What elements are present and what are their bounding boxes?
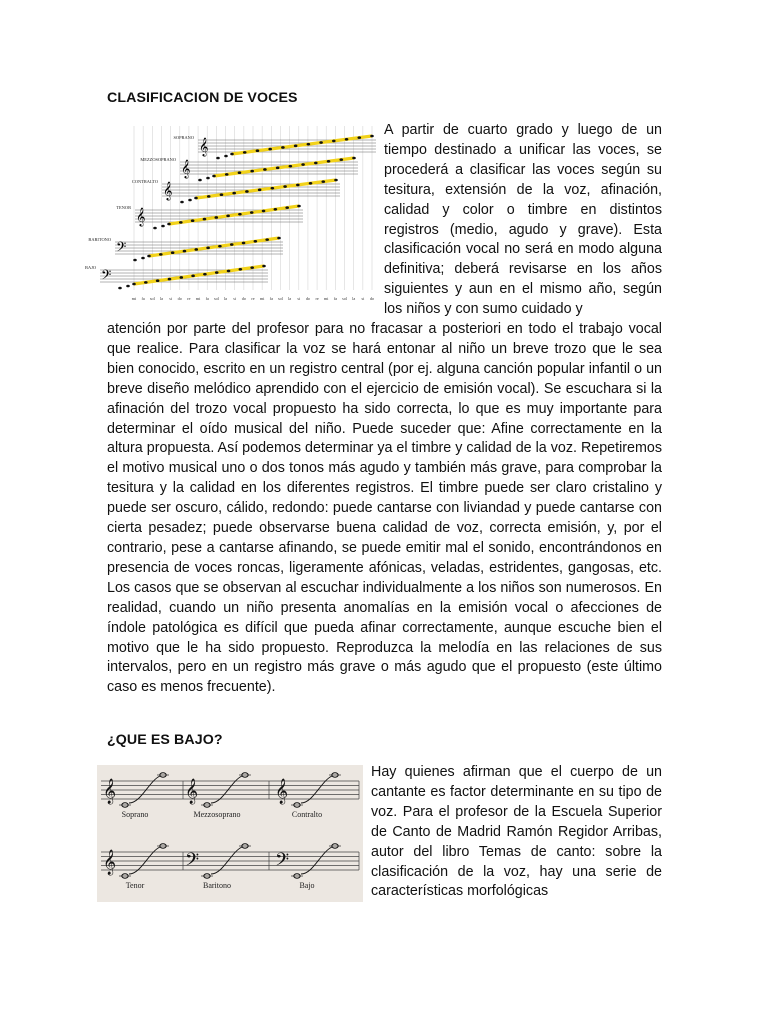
scale-tick-label: mi [131,296,137,301]
range-note [276,167,280,170]
scale-tick-label: fa [269,296,273,301]
clef-icon: 𝄢 [101,269,112,286]
range-note [256,149,260,152]
range-note [239,268,243,271]
range-note [226,215,230,218]
clef-icon: 𝄞 [185,778,199,803]
range-note [250,170,254,173]
range-note [147,255,151,258]
range-note [301,163,305,166]
range-note [332,140,336,143]
range-note [171,251,175,254]
voice-type-label: Baritono [203,881,231,890]
range-note [230,243,234,246]
range-note [191,219,195,222]
range-note [370,135,374,138]
range-note [206,177,210,180]
range-note [265,238,269,241]
range-note [215,271,219,274]
range-note [167,223,171,226]
voice-type-label: Bajo [299,881,315,890]
range-note [262,210,266,213]
range-note [194,197,198,200]
voice-label: SOPRANO [173,135,194,140]
range-note [183,250,187,253]
range-note [262,265,266,268]
range-note [179,276,183,279]
scale-tick-label: fa [205,296,209,301]
paragraph-intro-full: atención por parte del profesor para no fracasar a posteriori en todo el trabajo vocal que realice. Para clasificar la voz se hará entonar al niño un breve trozo que le sea bien conocido, escrito en un registro central (por ej. alguna canción popular infantil o un breve diseño melódico aprendido con el ejercicio de emisión vocal). Se escuchara si la afinación del trozo vocal propuesto ha sido correcta, lo que es muy importante para determinar el oído musical del niño. Puede suceder que: Afine correctamente en la altura propuesta. Así podemos determinar ya el timbre y calidad de la voz. Repetiremos el motivo musical uno o dos tonos más agudo y también más grave, para comprobar la tesitura y la calidad en los diferentes registros. El timbre puede ser claro cristalino y puede ser oscuro, cálido, redondo: puede cantarse con liviandad y puede cantarse con cierta pesadez; puede observarse buena calidad de voz, correcta emisión, y, por el contrario, pese a cantarse afinando, se puede emitir mal el sonido, encontrándonos en presencia de voces roncas, ligeramente afónicas, veladas, estridentes, gangosas, etc. Los casos que se observan al escuchar individualmente a los niños son numerosos. En realidad, cuando un niño presenta anomalías en la emisión vocal o afecciones de índole patológica es difícil que pueda afinar correctamente, aunque escuche bien el motivo que le ha sido propuesto. Reproduzca la melodía en las relaciones de sus intervalos, pero en un registro más grave o más agudo que el propuesto (este último caso es menos frecuente). [107,321,662,696]
range-note [277,237,281,240]
scale-tick-label: do [369,296,375,301]
range-note [238,171,242,174]
scale-tick-label: la [159,296,163,301]
scale-tick-label: sol [149,296,155,301]
voice-row [174,135,377,160]
range-note [194,248,198,251]
range-note [188,199,192,202]
scale-tick-label: si [169,296,173,301]
range-note [180,201,184,204]
range-note [144,281,148,284]
voice-range-chart [85,118,376,306]
range-note [319,141,323,144]
range-note [307,143,311,146]
range-note [238,213,242,216]
scale-tick-label: sol [278,296,283,301]
scale-tick-label: mi [259,296,265,301]
voice-label: BARITONO [88,237,111,242]
voice-types-staves-svg [97,765,363,902]
range-note [225,173,229,176]
voice-label: CONTRALTO [131,179,158,184]
range-note [212,175,216,178]
range-note [258,189,262,192]
scale-tick-label: sol [213,296,219,301]
range-note [220,193,224,196]
scale-tick-label: re [251,296,255,301]
scale-tick-label: do [177,296,182,301]
range-note [179,221,183,224]
voice-row [116,205,303,230]
scale-tick-label: si [361,296,365,301]
range-note [159,253,163,256]
paragraph-bajo-right: Hay quienes afirman que el cuerpo de un cantante es factor determinante en su tipo de voz. Para el profesor de la Escuela Superior de Canto de Madrid Ramón Regidor Arribas, autor del libro Temas de canto: sobre la clasificación de la voz, hay una serie de características morfológicas [371,764,662,900]
scale-tick-label: si [297,296,301,301]
range-note [250,211,254,214]
range-note [263,168,267,171]
range-note [294,145,298,148]
range-note [153,227,157,230]
range-note [339,158,343,161]
voice-label: BAJO [85,265,96,270]
scale-tick-label: do [241,296,246,301]
clef-icon: 𝄞 [181,161,191,178]
range-note [133,259,137,262]
voice-label: MEZZOSOPRANO [140,157,176,162]
range-note [281,146,285,149]
range-note [224,155,228,158]
voice-type-label: Mezzosoprano [193,810,241,819]
range-note [327,160,331,163]
range-note [141,257,145,260]
range-note [271,187,275,190]
paragraph-intro-right: A partir de cuarto grado y luego de un tiempo destinado a unificar las voces, se procederá a clasificar las voces según su tesitura, extensión de la voz, afinación, calidad y color o timbre en distintos registros (medio, agudo y grave). Esta clasificación vocal no será en modo alguna definitiva; deberá revisarse en los años siguientes y aun en el mismo año, según los niños y con sumo cuidado y [384,122,662,318]
range-note [352,157,356,160]
voice-type-label: Contralto [291,810,323,819]
range-note [203,273,207,276]
voice-row [88,237,283,262]
range-note [214,216,218,219]
range-note [161,225,165,228]
voice-row [85,265,268,290]
range-note [203,218,207,221]
voice-type-label: Soprano [121,810,149,819]
voice-type-label: Tenor [125,881,145,890]
voice-types-staves [97,765,363,902]
range-note [216,157,220,160]
range-note [206,247,210,250]
range-note [126,285,130,288]
scale-tick-label: do [305,296,311,301]
range-note [207,195,211,198]
clef-icon: 𝄞 [275,778,289,803]
voice-row [132,179,340,204]
voice-label: TENOR [116,205,131,210]
range-note [345,138,349,141]
clef-icon: 𝄢 [185,849,200,874]
range-note [321,180,325,183]
range-highlight [214,158,354,176]
scale-tick-label: re [187,296,191,301]
range-note [243,151,247,154]
range-note [242,242,246,245]
range-note [232,192,236,195]
range-note [289,165,293,168]
range-note [250,266,254,269]
range-note [274,208,278,211]
scale-tick-label: mi [324,296,329,301]
scale-tick-label: la [288,296,292,301]
range-note [245,190,249,193]
clef-icon: 𝄞 [163,183,173,200]
range-note [285,206,289,209]
range-note [218,245,222,248]
section-heading-clasificacion: CLASIFICACION DE VOCES [107,90,298,106]
scale-tick-label: si [233,296,237,301]
range-highlight [134,266,264,284]
range-note [283,185,287,188]
range-note [254,240,258,243]
range-note [314,162,318,165]
range-highlight [196,180,336,198]
scale-tick-label: la [224,296,228,301]
clef-icon: 𝄞 [103,849,117,874]
scale-tick-label: sol [342,296,347,301]
section-heading-bajo: ¿QUE ES BAJO? [107,732,223,748]
range-highlight [169,206,299,224]
voice-range-chart-svg [85,118,376,306]
scale-tick-label: la [352,296,356,301]
clef-icon: 𝄢 [275,849,290,874]
range-note [227,270,231,273]
range-highlight [149,238,279,256]
scale-tick-label: re [315,296,319,301]
range-note [198,179,202,182]
range-note [168,278,172,281]
clef-icon: 𝄞 [199,139,209,156]
clef-icon: 𝄞 [136,209,146,226]
range-note [357,136,361,139]
range-note [309,182,313,185]
range-note [118,287,122,290]
range-note [268,148,272,151]
range-note [191,275,195,278]
scale-tick-label: fa [333,296,338,301]
clef-icon: 𝄢 [116,241,127,258]
range-note [230,153,234,156]
range-note [334,179,338,182]
scale-tick-label: mi [195,296,201,301]
range-note [132,283,136,286]
range-note [296,184,300,187]
voice-row [140,157,358,182]
range-note [297,205,301,208]
range-note [156,279,160,282]
scale-tick-label: fa [141,296,145,301]
clef-icon: 𝄞 [103,778,117,803]
